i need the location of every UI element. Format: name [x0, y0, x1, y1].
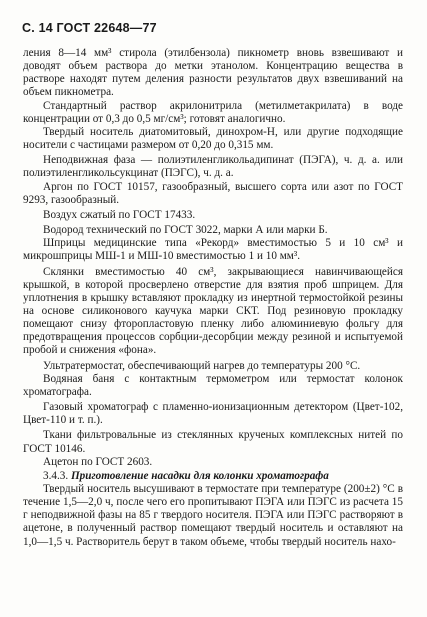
paragraph-stationary-phase: Неподвижная фаза — полиэтиленгликольадипинат (ПЭГА), ч. д. а. или полиэтиленгликольсукцинат (ПЭГС), ч. д. а.	[23, 154, 403, 180]
section-number: 3.4.3.	[43, 469, 69, 482]
page-header: С. 14 ГОСТ 22648—77	[22, 21, 157, 35]
paragraph-air: Воздух сжатый по ГОСТ 17433.	[43, 208, 196, 221]
paragraph-syringes: Шприцы медицинские типа «Рекорд» вместимостью 5 и 10 см³ и микрошприцы МШ-1 и МШ-10 вместимостью 1 и 10 мм³.	[23, 237, 403, 263]
section-title: Приготовление насадки для колонки хроматографа	[70, 469, 329, 482]
document-body	[23, 47, 403, 549]
paragraph-chromatograph: Газовый хроматограф с пламенно-ионизационным детектором (Цвет-102, Цвет-110 и т. п.).	[23, 401, 403, 427]
section-heading	[23, 470, 403, 483]
paragraph-carrier-preparation: Твердый носитель высушивают в термостате при температуре (200±2) °С в течение 1,5—2,0 ч, после чего его пропитывают ПЭГА или ПЭГС из расчета 15 г неподвижной фазы на 85 г твердого носителя. ПЭГА или ПЭГС растворяют в ацетоне, в полученный раствор помещают твердый носитель и оставляют на 1,0—1,5 ч. Растворитель берут в таком объеме, чтобы твердый носитель нахо-	[23, 483, 403, 548]
paragraph-hydrogen: Водород технический по ГОСТ 3022, марки А или марки Б.	[43, 224, 328, 237]
paragraph-filter-cloth: Ткани фильтровальные из стеклянных крученых комплексных нитей по ГОСТ 10146.	[23, 429, 403, 455]
paragraph-ultrathermostat: Ультратермостат, обеспечивающий нагрев до температуры 200 °С.	[43, 359, 361, 372]
paragraph-vials: Склянки вместимостью 40 см³, закрывающиеся навинчивающейся крышкой, в которой просверлено отверстие для взятия проб шприцем. Для уплотнения в крышку вставляют прокладку из инертной термостойкой резины на основе силиконового каучука марки СКТ. Под резиновую прокладку помещают снизу фторопластовую пленку либо алюминиевую фольгу для предотвращения процессов сорбции-десорбции между резиной и испытуемой пробой и снижения «фона».	[23, 265, 403, 357]
paragraph-water-bath: Водяная баня с контактным термометром или термостат колонок хроматографа.	[23, 372, 403, 398]
paragraph-acetone: Ацетон по ГОСТ 2603.	[43, 455, 153, 468]
paragraph-solid-carrier: Твердый носитель диатомитовый, динохром-Н, или другие подходящие носители с частицами размером от 0,20 до 0,315 мм.	[23, 125, 403, 152]
paragraph-continued: ления 8—14 мм³ стирола (этилбензола) пикнометр вновь взвешивают и доводят объем раствора до метки этанолом. Концентрацию вещества в растворе находят путем деления разности результатов двух взвешиваний на объем пикнометра.	[23, 47, 403, 99]
paragraph-argon: Аргон по ГОСТ 10157, газообразный, высшего сорта или азот по ГОСТ 9293, газообразный.	[23, 180, 403, 206]
paragraph-standard-solution: Стандартный раствор акрилонитрила (метилметакрилата) в воде концентрации от 0,3 до 0,5 мг/см³; готовят аналогично.	[23, 99, 403, 125]
